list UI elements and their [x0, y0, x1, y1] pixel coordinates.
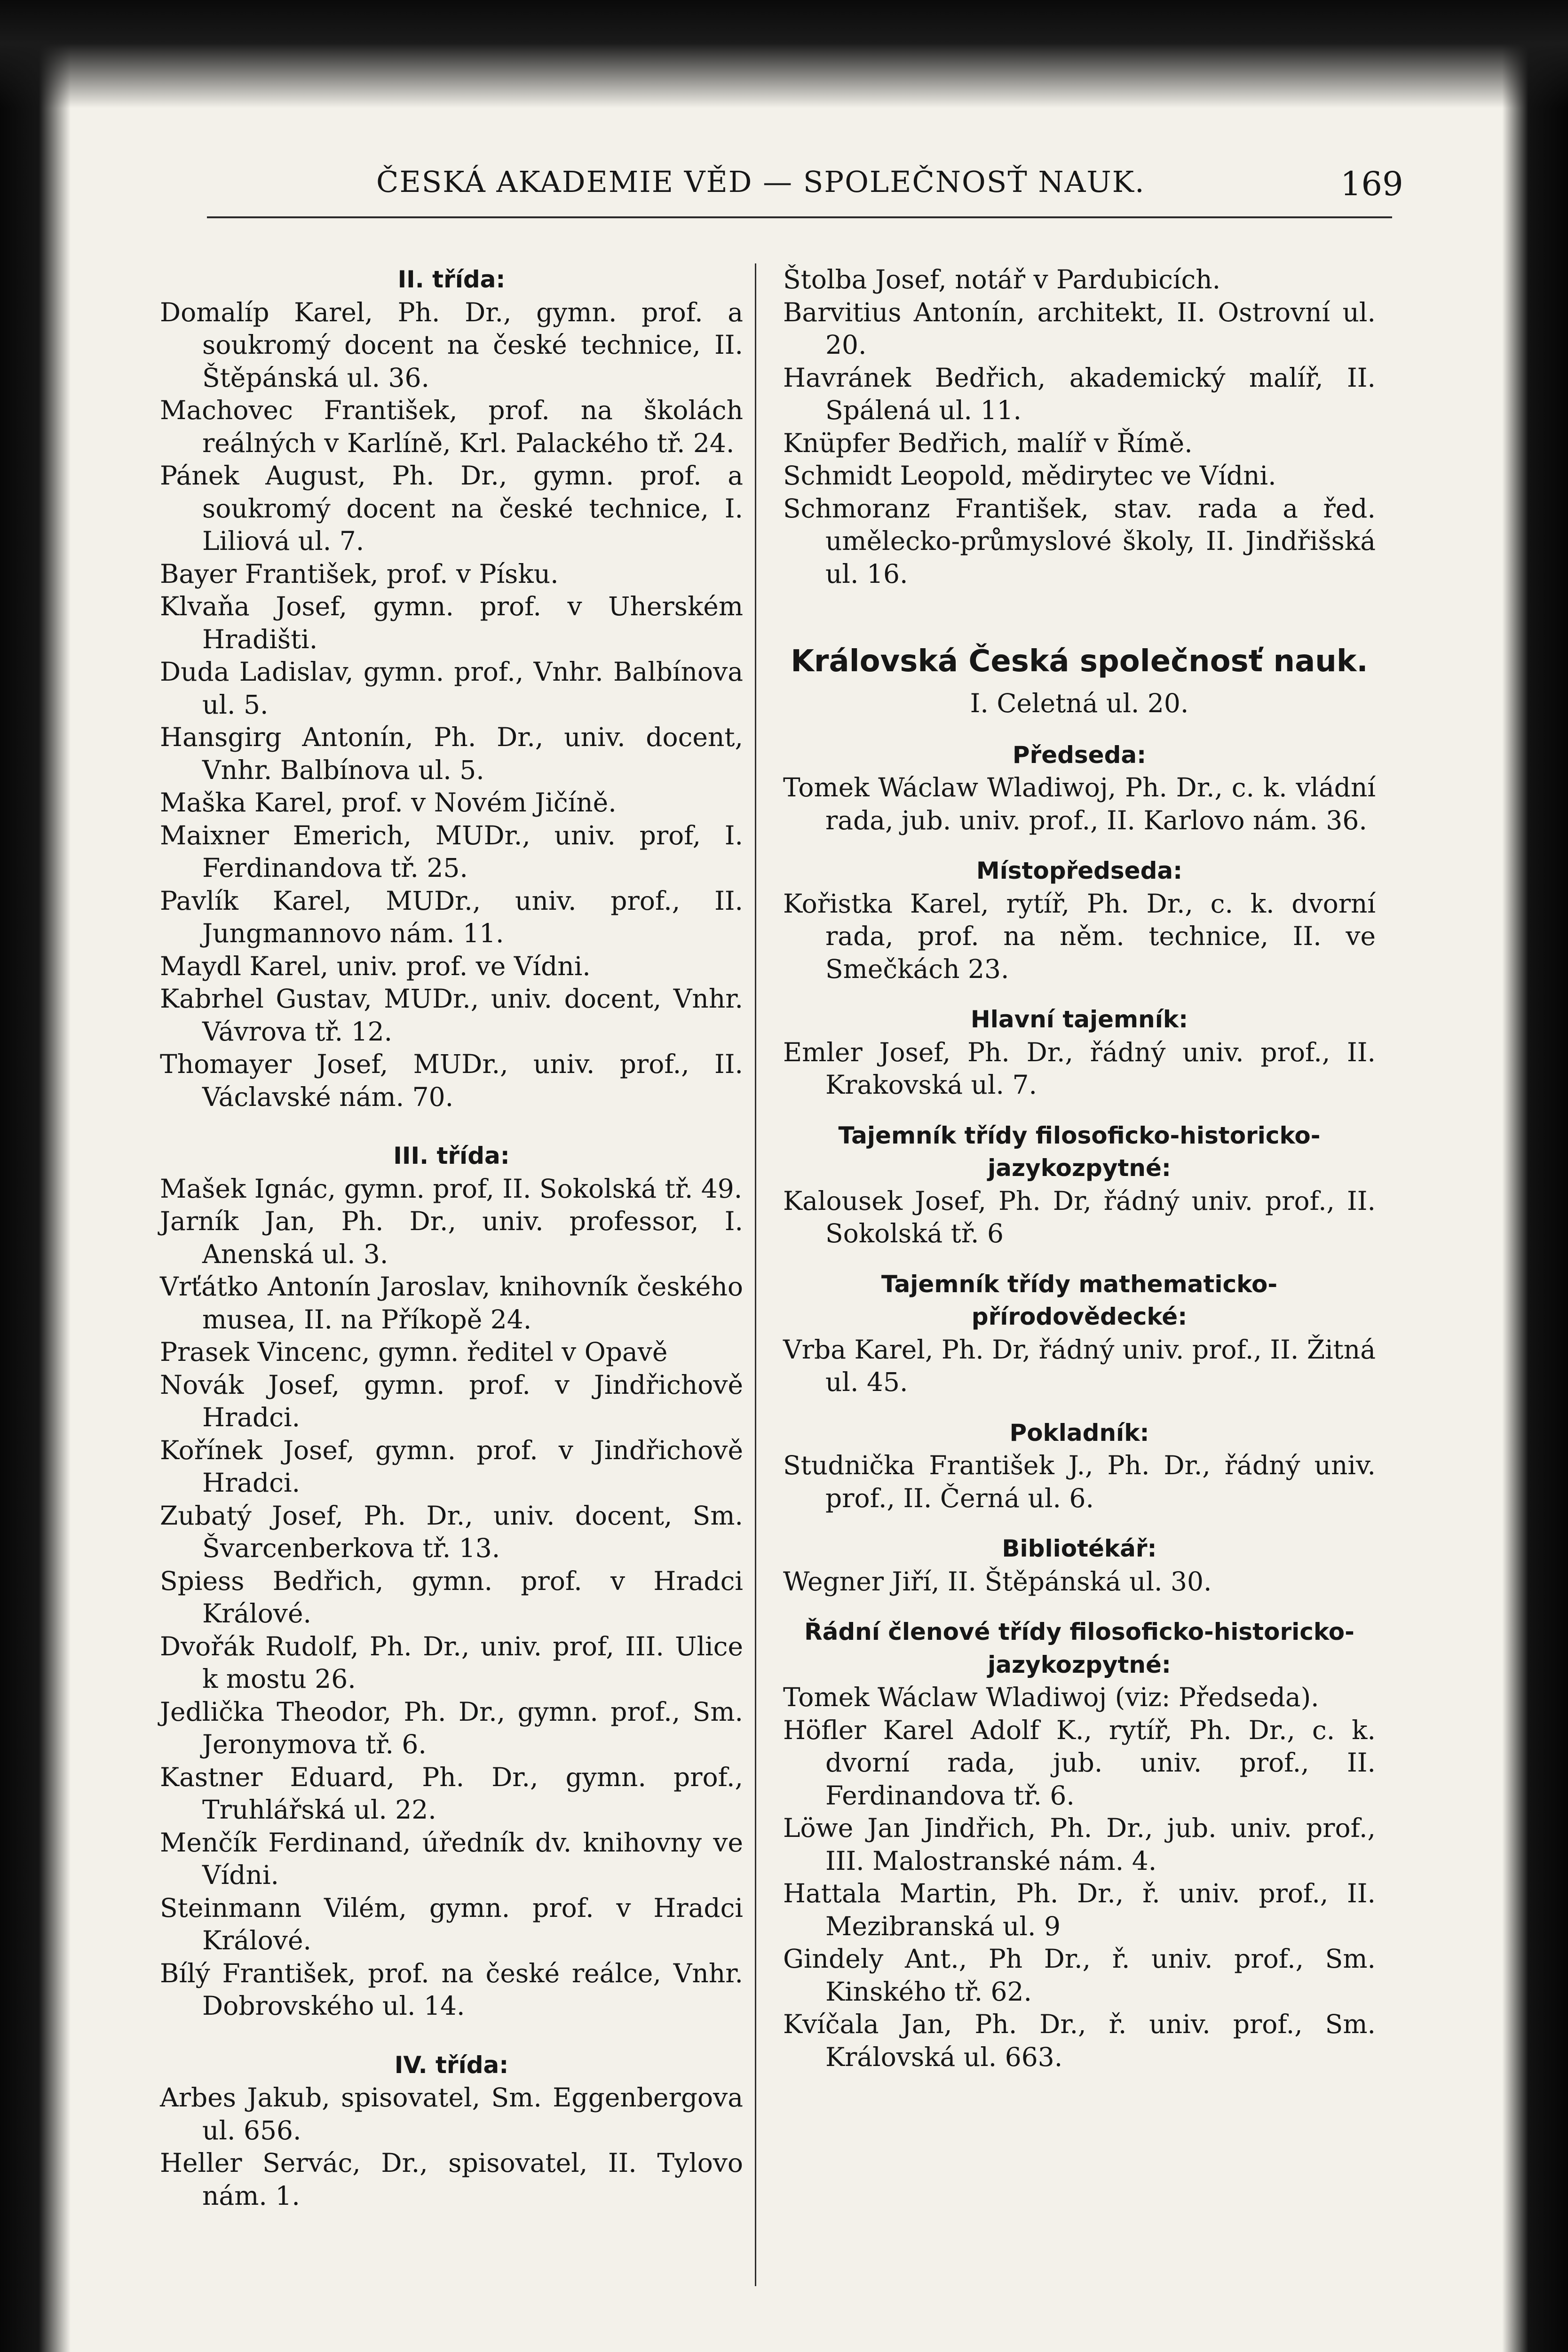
left-column — [160, 263, 743, 2212]
member-entry: Kalousek Josef, Ph. Dr, řádný univ. prof., II. Sokolská tř. 6 — [783, 1185, 1376, 1248]
member-entry: Duda Ladislav, gymn. prof., Vnhr. Balbínova ul. 5. — [160, 657, 743, 720]
member-entry: Kastner Eduard, Ph. Dr., gymn. prof., Truhlářská ul. 22. — [160, 1762, 743, 1825]
member-entry: Gindely Ant., Ph Dr., ř. univ. prof., Sm. Kinského tř. 62. — [783, 1944, 1376, 2007]
member-entry: Bayer František, prof. v Písku. — [160, 558, 559, 589]
member-entry: Höfler Karel Adolf K., rytíř, Ph. Dr., c. k. dvorní rada, jub. univ. prof., II. Ferdinandova tř. 6. — [783, 1715, 1376, 1811]
member-entry: Studnička František J., Ph. Dr., řádný univ. prof., II. Černá ul. 6. — [783, 1450, 1376, 1513]
section-heading: Místopředseda: — [976, 857, 1183, 884]
member-entry: Maixner Emerich, MUDr., univ. prof, I. Ferdinandova tř. 25. — [160, 820, 743, 883]
artist-members-list — [783, 263, 1376, 590]
section-heading: Předseda: — [1012, 741, 1147, 769]
member-entry: Vrba Karel, Ph. Dr, řádný univ. prof., II. Žitná ul. 45. — [783, 1334, 1376, 1397]
member-entry: Tomek Wáclaw Wladiwoj, Ph. Dr., c. k. vládní rada, jub. univ. prof., II. Karlovo nám. 36. — [783, 772, 1376, 835]
officer-section — [783, 1003, 1376, 1102]
society-title: Královská Česká společnosť nauk. — [791, 644, 1368, 679]
member-entry: Tomek Wáclaw Wladiwoj (viz: Předseda). — [783, 1682, 1319, 1712]
member-entry: Spiess Bedřich, gymn. prof. v Hradci Králové. — [160, 1565, 743, 1629]
member-entry: Maydl Karel, univ. prof. ve Vídni. — [160, 951, 591, 981]
member-entry: Arbes Jakub, spisovatel, Sm. Eggenbergova ul. 656. — [160, 2082, 743, 2145]
section-heading: Tajemník třídy mathematicko-přírodovědecké: — [881, 1270, 1278, 1330]
section-heading: Hlavní tajemník: — [970, 1006, 1188, 1033]
member-entry: Heller Servác, Dr., spisovatel, II. Tylovo nám. 1. — [160, 2148, 743, 2211]
section-heading: II. třída: — [397, 266, 506, 293]
member-entry: Klvaňa Josef, gymn. prof. v Uherském Hradišti. — [160, 591, 743, 654]
officer-section — [783, 1533, 1376, 1598]
member-entry: Prasek Vincenc, gymn. ředitel v Opavě — [160, 1337, 668, 1367]
running-header: ČESKÁ AKADEMIE VĚD — SPOLEČNOSŤ NAUK. — [376, 165, 1145, 199]
member-entry: Štolba Josef, notář v Pardubicích. — [783, 264, 1221, 294]
member-entry: Pavlík Karel, MUDr., univ. prof., II. Jungmannovo nám. 11. — [160, 885, 743, 948]
member-entry: Barvitius Antonín, architekt, II. Ostrovní ul. 20. — [783, 297, 1376, 360]
member-entry: Knüpfer Bedřich, malíř v Římě. — [783, 428, 1193, 458]
member-entry: Bílý František, prof. na české reálce, Vnhr. Dobrovského ul. 14. — [160, 1958, 743, 2021]
officer-section — [783, 1120, 1376, 1250]
member-entry: Machovec František, prof. na školách reálných v Karlíně, Krl. Palackého tř. 24. — [160, 395, 743, 458]
member-entry: Domalíp Karel, Ph. Dr., gymn. prof. a soukromý docent na české technice, II. Štěpánská ul. 36. — [160, 297, 743, 393]
member-entry: Thomayer Josef, MUDr., univ. prof., II. Václavské nám. 70. — [160, 1049, 743, 1112]
member-entry: Mašek Ignác, gymn. prof, II. Sokolská tř. 49. — [160, 1173, 743, 1204]
member-entry: Hattala Martin, Ph. Dr., ř. univ. prof., II. Mezibranská ul. 9 — [783, 1878, 1376, 1941]
member-entry: Novák Josef, gymn. prof. v Jindřichově Hradci. — [160, 1369, 743, 1432]
section-heading: Bibliotékář: — [1002, 1535, 1157, 1562]
member-entry: Schmidt Leopold, mědirytec ve Vídni. — [783, 461, 1276, 491]
member-entry: Jarník Jan, Ph. Dr., univ. professor, I. Anenská ul. 3. — [160, 1206, 743, 1269]
scan-border-right — [1502, 0, 1568, 2352]
officer-section — [783, 739, 1376, 837]
society-address: I. Celetná ul. 20. — [970, 688, 1189, 718]
member-entry: Schmoranz František, stav. rada a řed. umělecko-průmyslové školy, II. Jindřišská ul. 16. — [783, 493, 1376, 589]
member-entry: Hansgirg Antonín, Ph. Dr., univ. docent, Vnhr. Balbínova ul. 5. — [160, 722, 743, 785]
officer-section — [783, 1268, 1376, 1399]
section-heading: III. třída: — [393, 1142, 510, 1169]
section-heading: Řádní členové třídy filosoficko-historicko-jazykozpytné: — [804, 1618, 1354, 1678]
member-entry: Maška Karel, prof. v Novém Jičíně. — [160, 787, 617, 818]
member-entry: Pánek August, Ph. Dr., gymn. prof. a soukromý docent na české technice, I. Liliová ul. 7. — [160, 461, 743, 556]
member-entry: Löwe Jan Jindřich, Ph. Dr., jub. univ. prof., III. Malostranské nám. 4. — [783, 1813, 1376, 1876]
member-entry: Kvíčala Jan, Ph. Dr., ř. univ. prof., Sm. Královská ul. 663. — [783, 2009, 1376, 2072]
page-number: 169 — [1340, 165, 1403, 203]
column-divider — [755, 263, 756, 2286]
section-heading: Pokladník: — [1009, 1419, 1149, 1446]
member-entry: Kabrhel Gustav, MUDr., univ. docent, Vnhr. Vávrova tř. 12. — [160, 984, 743, 1047]
member-entry: Havránek Bedřich, akademický malíř, II. Spálená ul. 11. — [783, 362, 1376, 425]
officer-section — [783, 1417, 1376, 1515]
society-sections — [783, 739, 1376, 2074]
officer-section — [783, 855, 1376, 985]
member-entry: Emler Josef, Ph. Dr., řádný univ. prof., II. Krakovská ul. 7. — [783, 1037, 1376, 1100]
officer-section — [783, 1616, 1376, 2074]
member-entry: Kořínek Josef, gymn. prof. v Jindřichově Hradci. — [160, 1435, 743, 1498]
scan-border-left — [0, 0, 71, 2352]
member-entry: Wegner Jiří, II. Štěpánská ul. 30. — [783, 1566, 1212, 1597]
section-heading: Tajemník třídy filosoficko-historicko-jazykozpytné: — [838, 1121, 1321, 1182]
header-rule — [207, 216, 1392, 218]
member-entry: Vrťátko Antonín Jaroslav, knihovník českého musea, II. na Příkopě 24. — [160, 1271, 743, 1335]
member-entry: Jedlička Theodor, Ph. Dr., gymn. prof., Sm. Jeronymova tř. 6. — [160, 1696, 743, 1759]
member-entry: Menčík Ferdinand, úředník dv. knihovny ve Vídni. — [160, 1827, 743, 1890]
section-heading: IV. třída: — [394, 2051, 509, 2079]
scan-border-top — [0, 0, 1568, 108]
member-entry: Steinmann Vilém, gymn. prof. v Hradci Králové. — [160, 1892, 743, 1955]
member-entry: Kořistka Karel, rytíř, Ph. Dr., c. k. dvorní rada, prof. na něm. technice, II. ve Smečkách 23. — [783, 888, 1376, 984]
right-column — [783, 263, 1376, 2074]
member-entry: Zubatý Josef, Ph. Dr., univ. docent, Sm. Švarcenberkova tř. 13. — [160, 1500, 743, 1563]
member-entry: Dvořák Rudolf, Ph. Dr., univ. prof, III. Ulice k mostu 26. — [160, 1631, 743, 1694]
